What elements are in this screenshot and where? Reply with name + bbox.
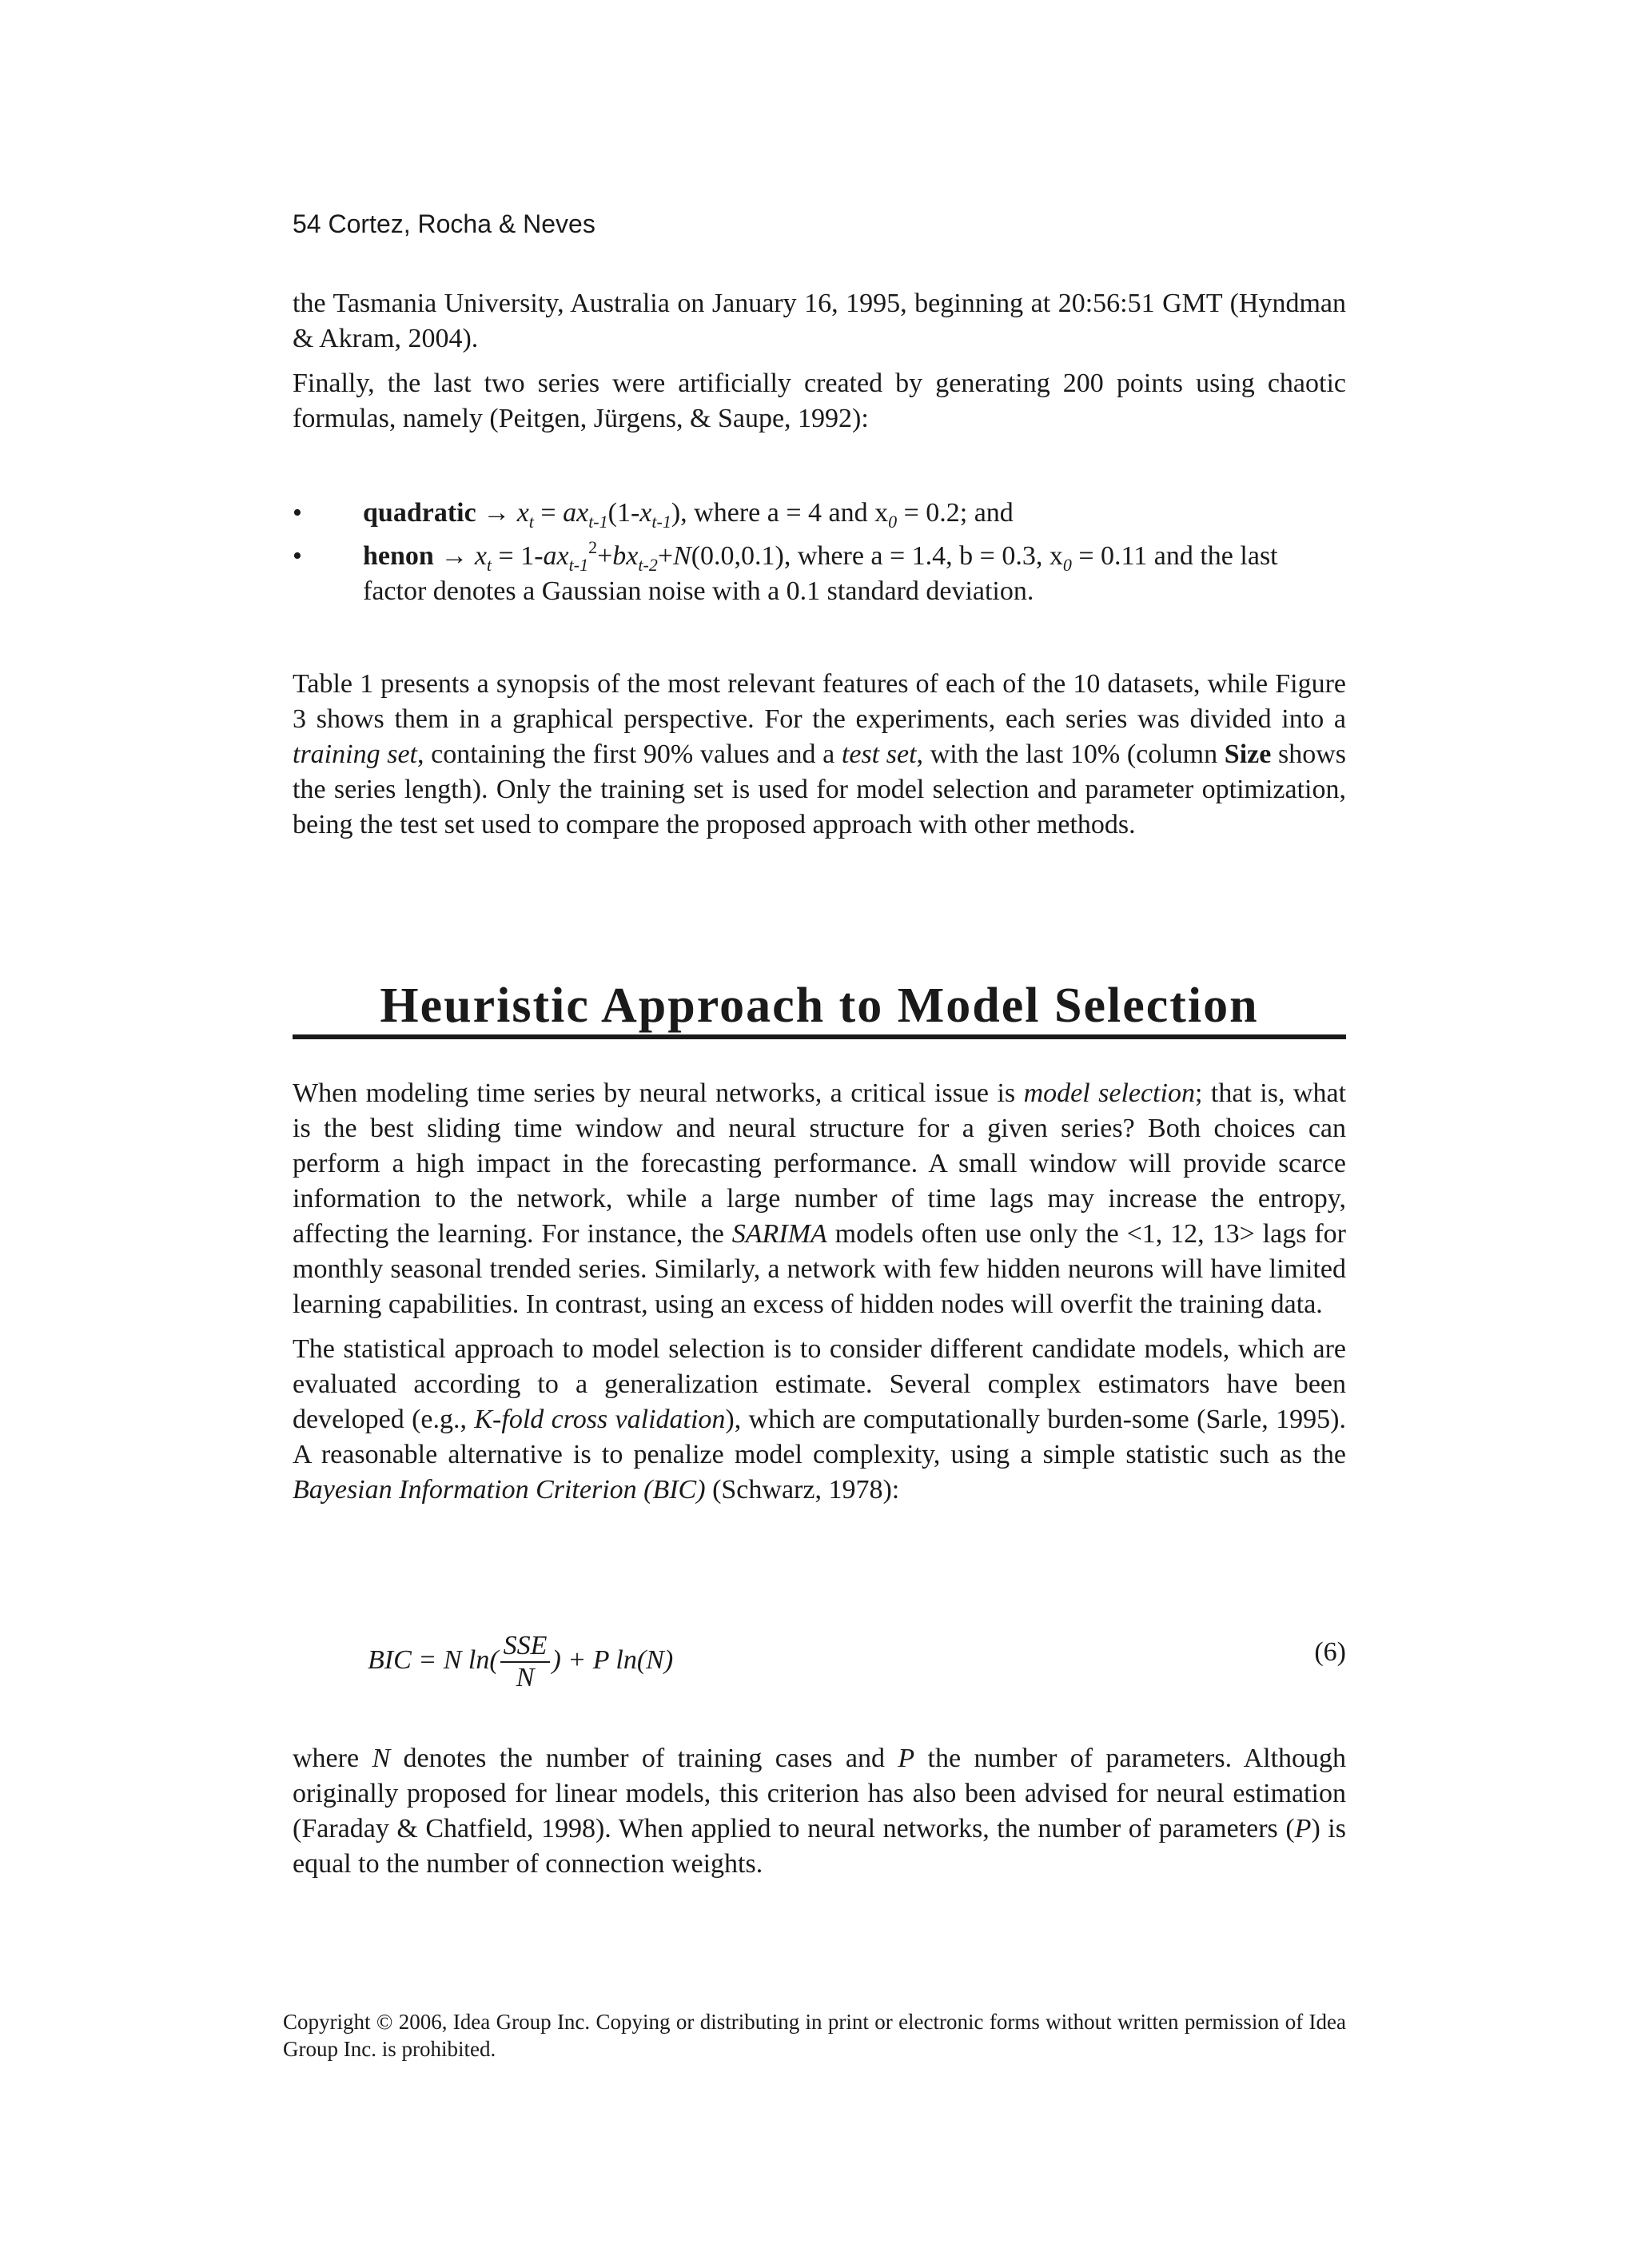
running-head: 54 Cortez, Rocha & Neves bbox=[293, 209, 595, 238]
henon-end: , where a = 1.4, b = 0.3, x bbox=[783, 541, 1063, 571]
equation-lhs: BIC = N ln( bbox=[368, 1644, 499, 1675]
section-heading: Heuristic Approach to Model Selection bbox=[380, 979, 1259, 1033]
term-bic: Bayesian Information Criterion (BIC) bbox=[293, 1475, 706, 1505]
term-test-set: test set bbox=[841, 739, 917, 769]
table-paragraph-block bbox=[293, 667, 1346, 852]
var-p: P bbox=[898, 1744, 915, 1773]
fraction-denominator: N bbox=[516, 1663, 535, 1692]
section-paragraph-3: where N denotes the number of training cases and P the number of parameters. Although originally proposed for linear models, this criterion has also been advised for neural estimation (Faraday & Chatfield, 1998). When applied to neural networks, the number of parameters (P) is equal to the number of connection weights. bbox=[293, 1744, 1347, 1879]
intro-paragraph-2: Finally, the last two series were artificially created by generating 200 points using chaotic formulas, namely (Peitgen, Jürgens, & Saupe, 1992): bbox=[293, 369, 1346, 433]
section-rule bbox=[293, 1034, 1346, 1039]
section-paragraph-2: The statistical approach to model selection is to consider different candidate models, which are evaluated according to a generalization estimate. Several complex estimators have been developed (e.g., K-fold cross validation), which are computationally burden-some (Sarle, 1995). A reasonable alternative is to penalize model complexity, using a simple statistic such as the Bayesian Information Criterion (BIC) (Schwarz, 1978): bbox=[293, 1334, 1346, 1505]
equation-bic bbox=[368, 1615, 1346, 1703]
henon-label: henon bbox=[363, 541, 434, 571]
var-n: N bbox=[372, 1744, 391, 1773]
quadratic-end: = 0.2; and bbox=[897, 498, 1014, 528]
quadratic-label: quadratic bbox=[363, 498, 476, 528]
section-paragraph-1: When modeling time series by neural networks, a critical issue is model selection; that is, what is the best sliding time window and neural structure for a given series? Both choices can perform a high impact in the forecasting performance. A small window will provide scarce information to the network, while a large number of time lags may increase the entropy, affecting the learning. For instance, the SARIMA models often use only the <1, 12, 13> lags for monthly seasonal trended series. Similarly, a network with few hidden neurons will have limited learning capabilities. In contrast, using an excess of hidden nodes will overfit the training data. bbox=[293, 1078, 1347, 1319]
term-sarima: SARIMA bbox=[731, 1219, 827, 1249]
term-size: Size bbox=[1224, 739, 1272, 769]
arrow-symbol: → bbox=[476, 498, 517, 528]
term-kfold: K-fold cross validation bbox=[474, 1405, 726, 1434]
list-item-quadratic: • quadratic → $x_t = ax_{t-1}(1-x_{t-1})$, where a = 4 and $x_0 = 0.2$; and bbox=[293, 496, 1346, 531]
equation-number: (6) bbox=[1314, 1637, 1346, 1667]
intro-block bbox=[293, 286, 1346, 446]
term-training-set: training set bbox=[293, 739, 417, 769]
table-paragraph: Table 1 presents a synopsis of the most relevant features of each of the 10 datasets, while Figure 3 shows them in a graphical perspective. For the experiments, each series was divided into a training set, containing the first 90% values and a test set, with the last 10% (column Size shows the series length). Only the training set is used for model selection and parameter optimization, being the test set used to compare the proposed approach with other methods. bbox=[293, 669, 1346, 839]
equation-fraction bbox=[500, 1631, 551, 1693]
list-item-henon: • henon → $x_t = 1-ax_{t-1}^2+bx_{t-2}+N(0.0,0.1)$, where a = 1.4, b = 0.3, $x_0 = 0.11$ and the last factor denotes a Gaussian noise with a 0.1 standard deviation. bbox=[293, 537, 1278, 606]
formula-list bbox=[293, 496, 1346, 617]
closing-block bbox=[293, 1741, 1346, 1891]
quadratic-tail: , where a = 4 and x bbox=[680, 498, 889, 528]
equation-body bbox=[368, 1631, 673, 1693]
var-p-2: P bbox=[1294, 1814, 1312, 1843]
bullet-glyph: • bbox=[293, 498, 302, 528]
bullet-glyph: • bbox=[293, 541, 302, 571]
arrow-symbol: → bbox=[433, 541, 475, 571]
term-model-selection: model selection bbox=[1023, 1078, 1195, 1108]
henon-end-2: = 0.11 and the last factor denotes a Gaussian noise with a 0.1 standard deviation. bbox=[363, 541, 1278, 606]
copyright-footer: Copyright © 2006, Idea Group Inc. Copying or distributing in print or electronic forms without written permission of Idea Group Inc. is prohibited. bbox=[283, 2010, 1346, 2061]
equation-rhs: ) + P ln(N) bbox=[552, 1644, 674, 1675]
intro-paragraph-1: the Tasmania University, Australia on January 16, 1995, beginning at 20:56:51 GMT (Hyndman & Akram, 2004). bbox=[293, 289, 1346, 353]
section-body bbox=[293, 1076, 1346, 1517]
fraction-numerator: SSE bbox=[500, 1631, 551, 1663]
